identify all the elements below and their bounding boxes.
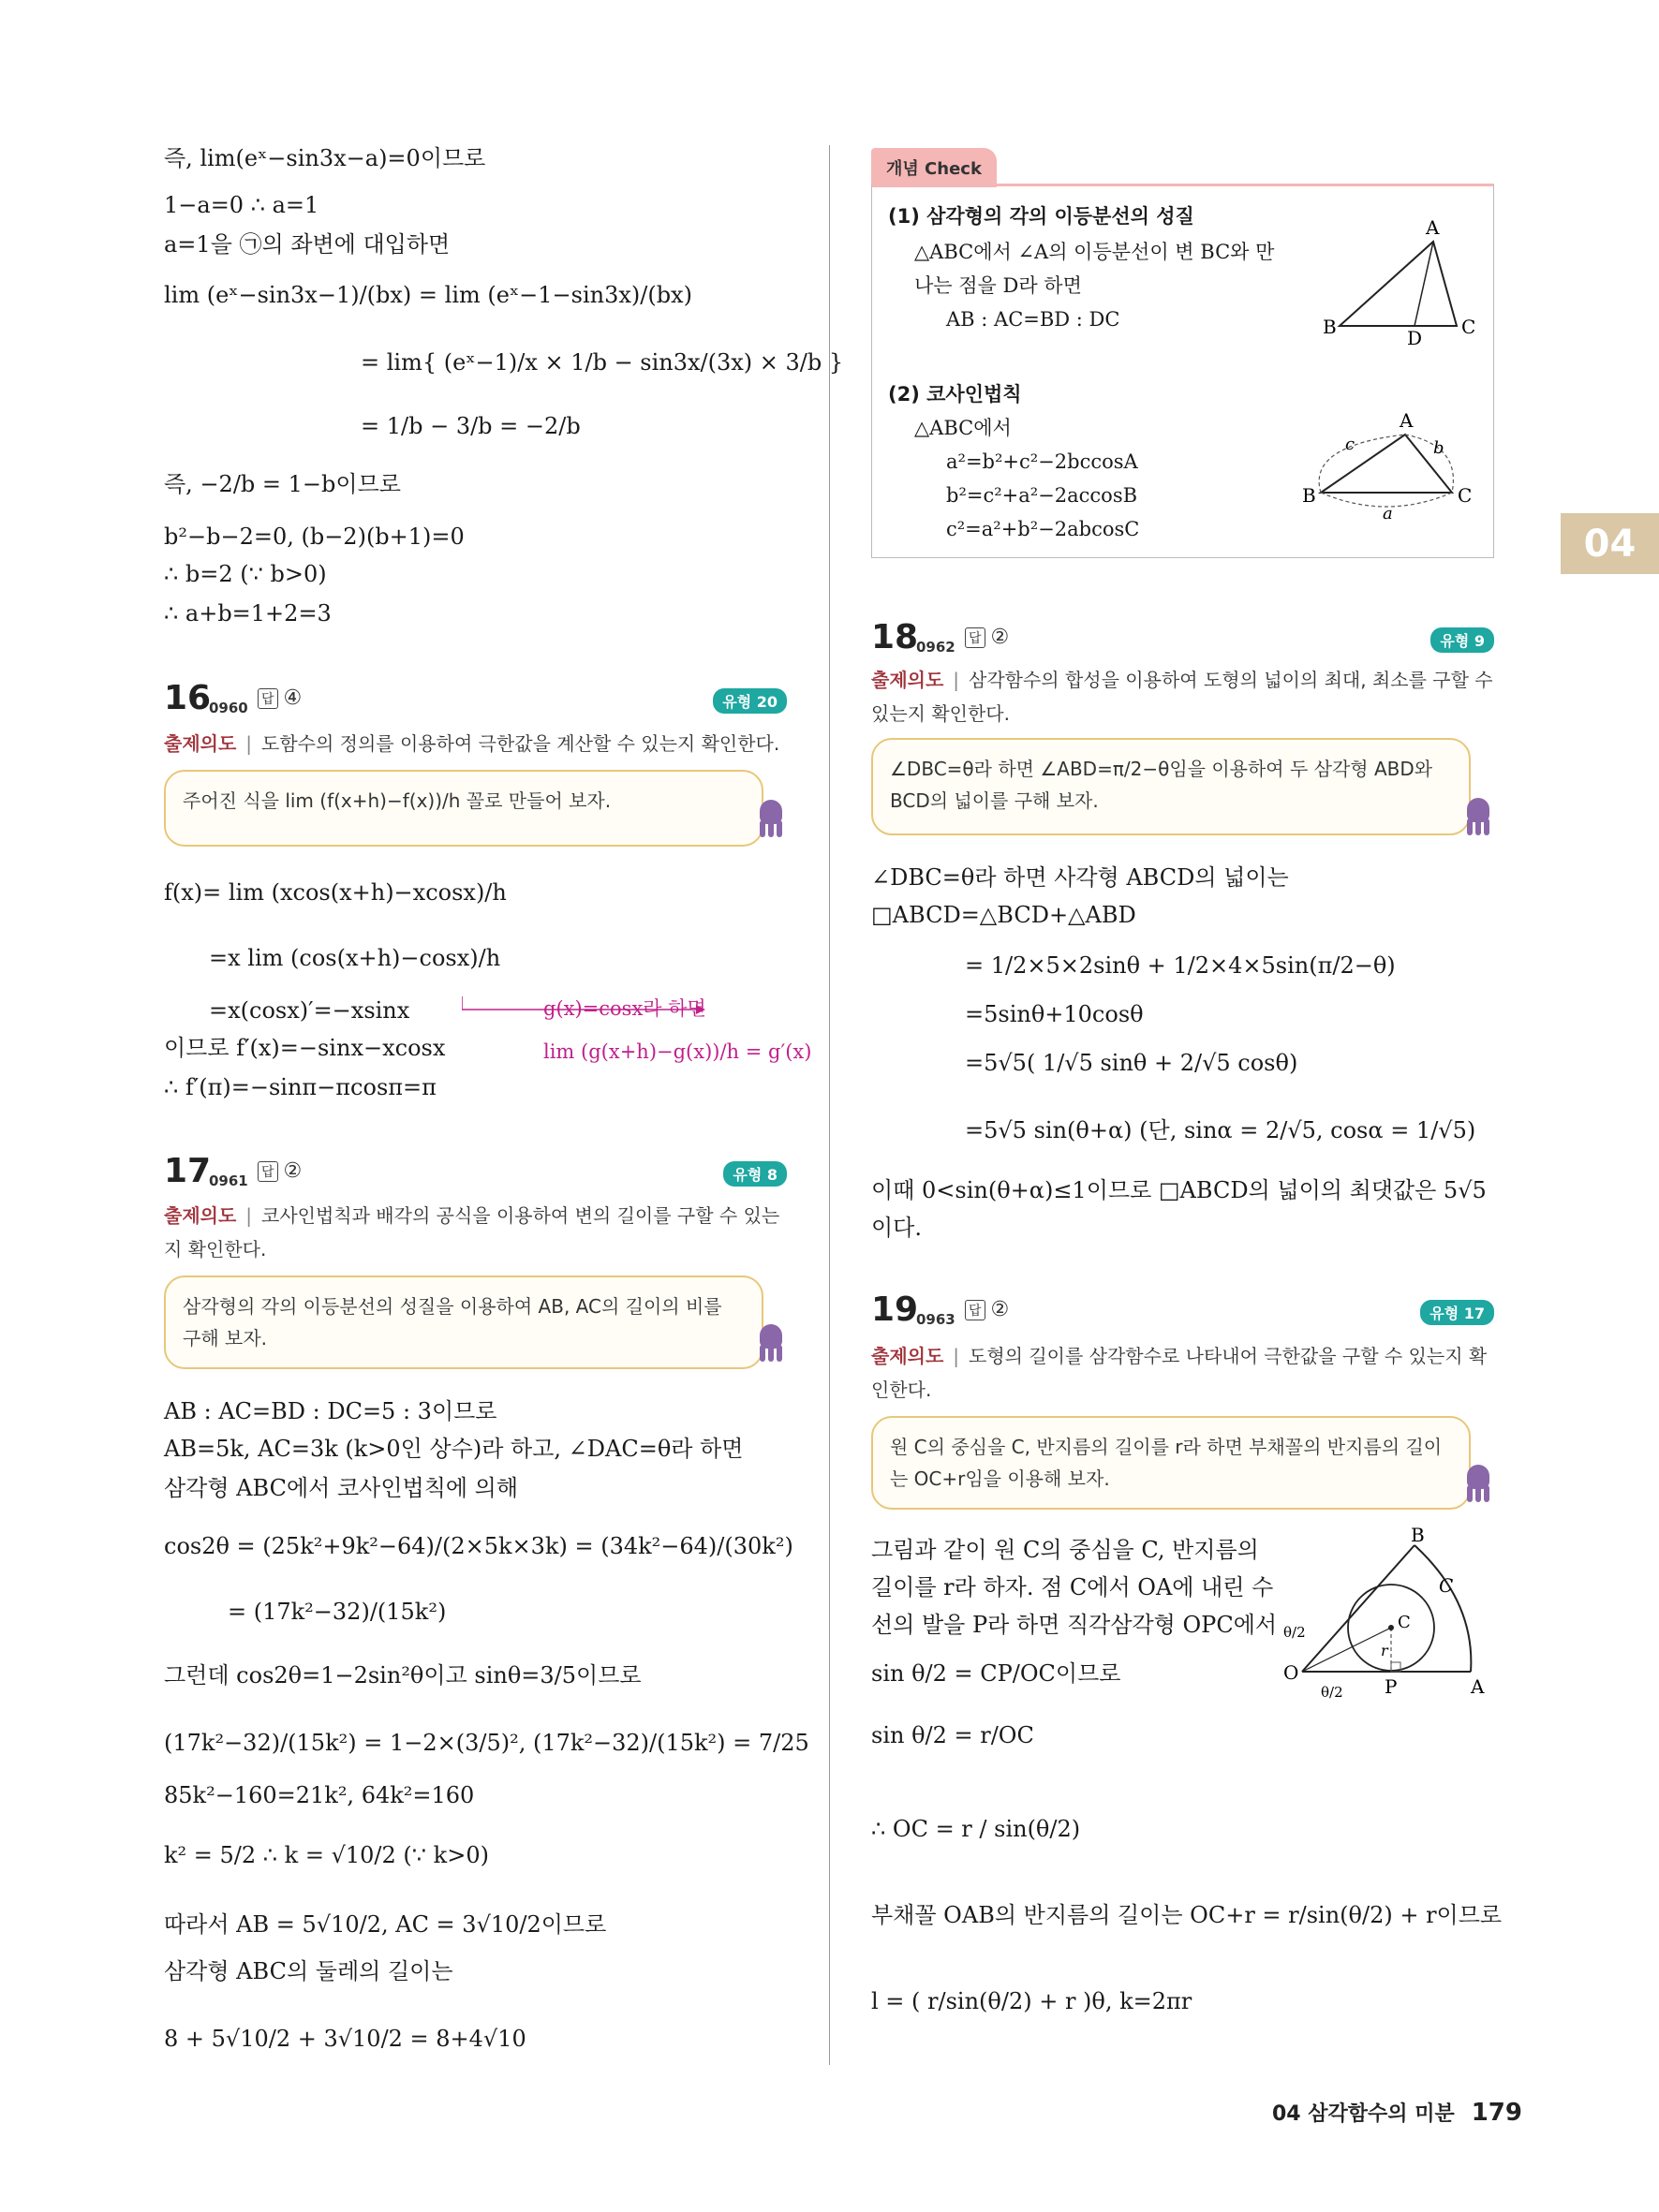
answer-value: ② — [990, 626, 1010, 649]
p18-line: =5√5 sin(θ+α) (단, sinα = 2/√5, cosα = 1/√5) — [965, 1117, 1476, 1143]
answer-box: 답 — [258, 1161, 278, 1182]
p18-line: 이다. — [871, 1215, 922, 1241]
p19-line: 그림과 같이 원 C의 중심을 C, 반지름의 — [871, 1537, 1259, 1563]
fig-label: B — [1302, 484, 1316, 507]
fig-label: a — [1383, 504, 1393, 524]
p18-line: □ABCD=△BCD+△ABD — [871, 902, 1136, 928]
intro-line: ∴ a+b=1+2=3 — [164, 600, 332, 627]
cosine-law-figure — [1293, 408, 1480, 539]
footer-chapter: 04 삼각함수의 미분 — [1272, 2102, 1455, 2126]
problem-code: 0962 — [916, 639, 955, 656]
p18-line: =5√5( 1/√5 sinθ + 2/√5 cosθ) — [965, 1050, 1298, 1076]
problem-16-intent: 출제의도 | 도함수의 정의를 이용하여 극한값을 계산할 수 있는지 확인한다. — [164, 732, 780, 755]
intent-text: 코사인법칙과 배각의 공식을 이용하여 변의 길이를 구할 수 있는지 확인한다. — [164, 1204, 780, 1261]
check-line: a²=b²+c²−2bccosA — [946, 450, 1138, 473]
sector-circle-figure — [1283, 1526, 1499, 1714]
p19-line: sin θ/2 = CP/OC이므로 — [871, 1660, 1121, 1687]
type-badge: 유형 20 — [713, 688, 787, 714]
problem-17-intent: 출제의도 | 코사인법칙과 배각의 공식을 이용하여 변의 길이를 구할 수 있는지 확인한다. — [164, 1204, 780, 1261]
fig-label: C — [1458, 484, 1473, 507]
p16-annotation: g(x)=cosx라 하면 — [543, 997, 706, 1020]
problem-17-header — [164, 1152, 787, 1199]
p19-line: 부채꼴 OAB의 반지름의 길이는 OC+r = r/sin(θ/2) + r이므로 — [871, 1902, 1503, 1928]
page-footer — [1272, 2098, 1522, 2127]
intent-label: 출제의도 — [164, 732, 237, 755]
p16-annotation: lim (g(x+h)−g(x))/h = g′(x) — [543, 1040, 812, 1063]
check-title-2: (2) 코사인법칙 — [888, 383, 1022, 406]
p16-line: =x lim (cos(x+h)−cosx)/h — [209, 945, 501, 971]
hint-text: 원 C의 중심을 C, 반지름의 길이를 r라 하면 부채꼴의 반지름의 길이는 OC+r임을 이용해 보자. — [890, 1436, 1443, 1490]
answer-value: ④ — [283, 686, 303, 710]
problem-number: 16 — [164, 679, 212, 717]
answer — [258, 1159, 302, 1183]
fig-label: B — [1323, 316, 1337, 338]
intro-line: a=1을 ㉠의 좌변에 대입하면 — [164, 231, 451, 258]
answer-box: 답 — [965, 627, 985, 648]
fig-label: C — [1461, 316, 1476, 338]
p18-line: ∠DBC=θ라 하면 사각형 ABCD의 넓이는 — [871, 864, 1289, 891]
intro-line: 1−a=0 ∴ a=1 — [164, 192, 319, 218]
p17-line: 8 + 5√10/2 + 3√10/2 = 8+4√10 — [164, 2026, 526, 2052]
p17-line: AB : AC=BD : DC=5 : 3이므로 — [164, 1398, 497, 1424]
p17-line: (17k²−32)/(15k²) = 1−2×(3/5)², (17k²−32)/(15k²) = 7/25 — [164, 1730, 809, 1756]
intent-label: 출제의도 — [871, 1345, 944, 1367]
check-title-1: (1) 삼각형의 각의 이등분선의 성질 — [888, 205, 1194, 228]
check-line: c²=a²+b²−2abcosC — [946, 518, 1140, 540]
chapter-tab: 04 — [1561, 513, 1659, 574]
intent-text: 도함수의 정의를 이용하여 극한값을 계산할 수 있는지 확인한다. — [261, 732, 780, 755]
p17-line: = (17k²−32)/(15k²) — [228, 1599, 447, 1625]
angle-bisector-figure — [1321, 214, 1480, 345]
p16-line: f(x)= lim (xcos(x+h)−xcosx)/h — [164, 879, 507, 906]
problem-19-intent: 출제의도 | 도형의 길이를 삼각함수로 나타내어 극한값을 구할 수 있는지 확인한다. — [871, 1345, 1488, 1401]
fig-label: c — [1345, 435, 1355, 454]
intent-label: 출제의도 — [164, 1204, 237, 1227]
p16-line: 이므로 f′(x)=−sinx−xcosx — [164, 1035, 446, 1061]
intro-line: = 1/b − 3/b = −2/b — [361, 413, 581, 439]
concept-check-box — [871, 148, 1494, 555]
p16-line: =x(cosx)′=−xsinx — [209, 997, 410, 1024]
fig-label: A — [1471, 1675, 1485, 1698]
problem-19-header — [871, 1290, 1494, 1337]
p19-line: ∴ OC = r / sin(θ/2) — [871, 1816, 1081, 1842]
answer-box: 답 — [965, 1300, 985, 1320]
fig-label: B — [1411, 1526, 1425, 1546]
mascot-icon — [1461, 798, 1493, 837]
answer — [965, 1298, 1009, 1321]
problem-code: 0963 — [916, 1311, 955, 1328]
problem-number: 18 — [871, 618, 919, 656]
fig-label: D — [1407, 327, 1423, 345]
intro-line: = lim{ (eˣ−1)/x × 1/b − sin3x/(3x) × 3/b } — [361, 349, 844, 376]
type-badge: 유형 9 — [1430, 627, 1494, 653]
intro-line: ∴ b=2 (∵ b>0) — [164, 561, 327, 587]
p17-line: 삼각형 ABC의 둘레의 길이는 — [164, 1958, 453, 1984]
mascot-icon — [754, 800, 786, 839]
mascot-icon — [754, 1324, 786, 1364]
p19-line: sin θ/2 = r/OC — [871, 1722, 1034, 1748]
p17-line: 삼각형 ABC에서 코사인법칙에 의해 — [164, 1475, 519, 1501]
fig-label: A — [1400, 409, 1414, 432]
intro-line: 즉, lim(eˣ−sin3x−a)=0이므로 — [164, 145, 486, 171]
check-line: △ABC에서 — [914, 417, 1012, 439]
p17-line: k² = 5/2 ∴ k = √10/2 (∵ k>0) — [164, 1842, 489, 1868]
fig-label: C — [1398, 1613, 1411, 1632]
p19-line: l = ( r/sin(θ/2) + r )θ, k=2πr — [871, 1988, 1192, 2014]
type-badge: 유형 8 — [723, 1161, 787, 1187]
fig-label: θ/2 — [1283, 1624, 1306, 1641]
problem-number: 17 — [164, 1152, 212, 1190]
page-number: 179 — [1471, 2099, 1522, 2127]
problem-17-hint — [164, 1276, 763, 1369]
fig-label: P — [1385, 1675, 1398, 1698]
p16-line: ∴ f′(π)=−sinπ−πcosπ=π — [164, 1074, 437, 1100]
fig-label: A — [1426, 216, 1440, 239]
intro-line: lim (eˣ−sin3x−1)/(bx) = lim (eˣ−1−sin3x)/(bx) — [164, 282, 692, 308]
fig-label: θ/2 — [1321, 1684, 1343, 1701]
answer — [965, 626, 1009, 649]
problem-18-intent: 출제의도 | 삼각함수의 합성을 이용하여 도형의 넓이의 최대, 최소를 구할 수 있는지 확인한다. — [871, 669, 1493, 725]
intro-line: 즉, −2/b = 1−b이므로 — [164, 471, 401, 497]
fig-label: b — [1433, 438, 1444, 458]
problem-18-hint — [871, 738, 1471, 835]
problem-number: 19 — [871, 1290, 919, 1329]
intent-text: 삼각함수의 합성을 이용하여 도형의 넓이의 최대, 최소를 구할 수 있는지 확인한다. — [871, 669, 1493, 725]
check-line: 나는 점을 D라 하면 — [914, 274, 1082, 297]
p17-line: 그런데 cos2θ=1−2sin²θ이고 sinθ=3/5이므로 — [164, 1662, 642, 1688]
answer-value: ② — [990, 1298, 1010, 1321]
check-line: △ABC에서 ∠A의 이등분선이 변 BC와 만 — [914, 241, 1275, 263]
p17-line: cos2θ = (25k²+9k²−64)/(2×5k×3k) = (34k²−64)/(30k²) — [164, 1533, 793, 1559]
p17-line: 85k²−160=21k², 64k²=160 — [164, 1782, 475, 1808]
intro-line: b²−b−2=0, (b−2)(b+1)=0 — [164, 524, 465, 550]
answer-value: ② — [283, 1159, 303, 1183]
fig-label: O — [1283, 1661, 1299, 1684]
answer — [258, 686, 302, 710]
intent-label: 출제의도 — [871, 669, 944, 691]
hint-text: ∠DBC=θ라 하면 ∠ABD=π/2−θ임을 이용하여 두 삼각형 ABD와 BCD의 넓이를 구해 보자. — [890, 758, 1433, 812]
answer-box: 답 — [258, 688, 278, 709]
p17-line: AB=5k, AC=3k (k>0인 상수)라 하고, ∠DAC=θ라 하면 — [164, 1436, 744, 1462]
mascot-icon — [1461, 1465, 1493, 1504]
problem-code: 0960 — [209, 700, 248, 716]
p18-line: =5sinθ+10cosθ — [965, 1001, 1144, 1027]
p19-line: 길이를 r라 하자. 점 C에서 OA에 내린 수 — [871, 1574, 1274, 1600]
problem-18-header — [871, 618, 1494, 665]
problem-code: 0961 — [209, 1172, 248, 1189]
type-badge: 유형 17 — [1420, 1300, 1494, 1325]
p17-line: 따라서 AB = 5√10/2, AC = 3√10/2이므로 — [164, 1911, 607, 1938]
problem-16-header — [164, 679, 787, 726]
fig-label: r — [1381, 1642, 1388, 1659]
hint-text: 삼각형의 각의 이등분선의 성질을 이용하여 AB, AC의 길이의 비를 구해 보자. — [183, 1295, 722, 1349]
problem-16-hint — [164, 770, 763, 847]
p18-line: 이때 0<sin(θ+α)≤1이므로 □ABCD의 넓이의 최댓값은 5√5 — [871, 1177, 1487, 1203]
intent-text: 도형의 길이를 삼각함수로 나타내어 극한값을 구할 수 있는지 확인한다. — [871, 1345, 1488, 1401]
p18-line: = 1/2×5×2sinθ + 1/2×4×5sin(π/2−θ) — [965, 952, 1396, 979]
problem-19-hint — [871, 1416, 1471, 1510]
check-line: AB : AC=BD : DC — [946, 308, 1120, 331]
concept-check-tab: 개념 Check — [871, 148, 997, 187]
fig-label: C — [1439, 1574, 1454, 1597]
check-line: b²=c²+a²−2accosB — [946, 484, 1138, 507]
column-divider — [829, 145, 830, 2065]
p19-line: 선의 발을 P라 하면 직각삼각형 OPC에서 — [871, 1612, 1278, 1638]
hint-text: 주어진 식을 lim (f(x+h)−f(x))/h 꼴로 만들어 보자. — [183, 789, 612, 812]
